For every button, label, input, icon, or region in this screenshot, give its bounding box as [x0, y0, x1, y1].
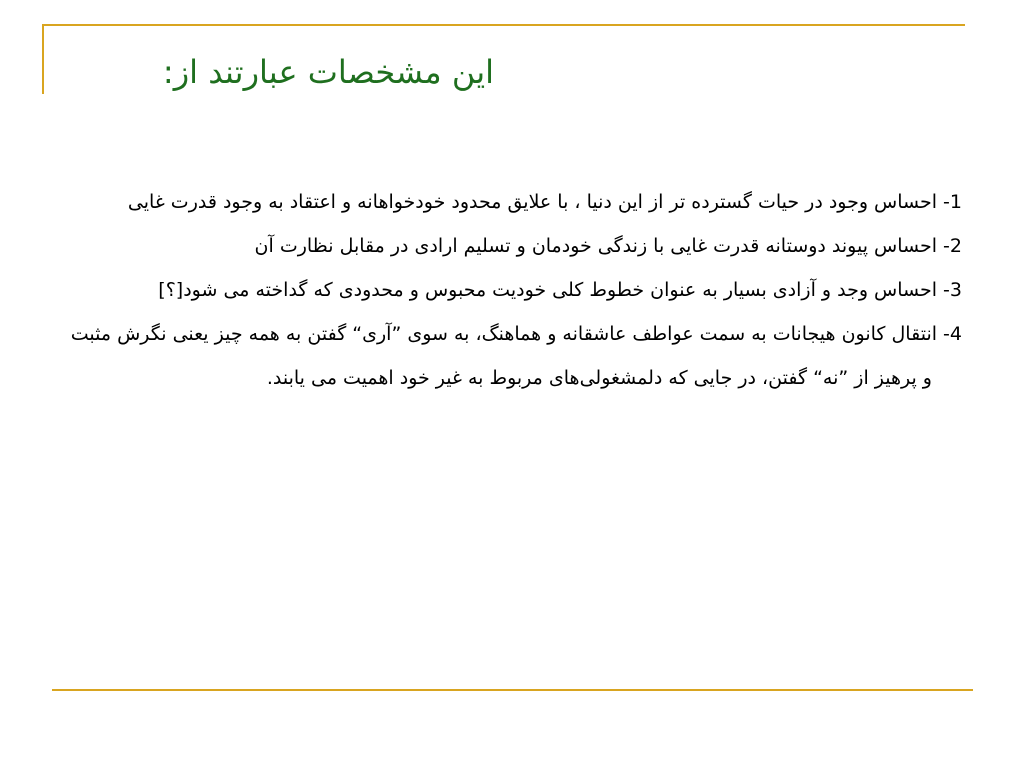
list-item: 4- انتقال کانون هیجانات به سمت عواطف عاشقانه و هماهنگ، به سوی ”آری“ گفتن به همه چیز یعنی نگرش مثبت و پرهیز از ”نه“ گفتن، در جایی که دلمشغولی‌های مربوط به غیر خود اهمیت می یابند. [70, 323, 962, 389]
list-item: 3- احساس وجد و آزادی بسیار به عنوان خطوط کلی خودیت محبوس و محدودی که گداخته می شود[؟] [158, 279, 962, 301]
list-item: 2- احساس پیوند دوستانه قدرت غایی با زندگی خودمان و تسلیم ارادی در مقابل نظارت آن [254, 235, 962, 257]
slide-title: این مشخصات عبارتند از: [162, 53, 494, 91]
top-rule [42, 24, 965, 26]
bullet-list [62, 180, 962, 400]
bottom-rule [52, 689, 973, 691]
left-rule [42, 24, 44, 94]
list-item: 1- احساس وجود در حیات گسترده تر از این دنیا ، با علایق محدود خودخواهانه و اعتقاد به وجود قدرت غایی [127, 191, 962, 213]
